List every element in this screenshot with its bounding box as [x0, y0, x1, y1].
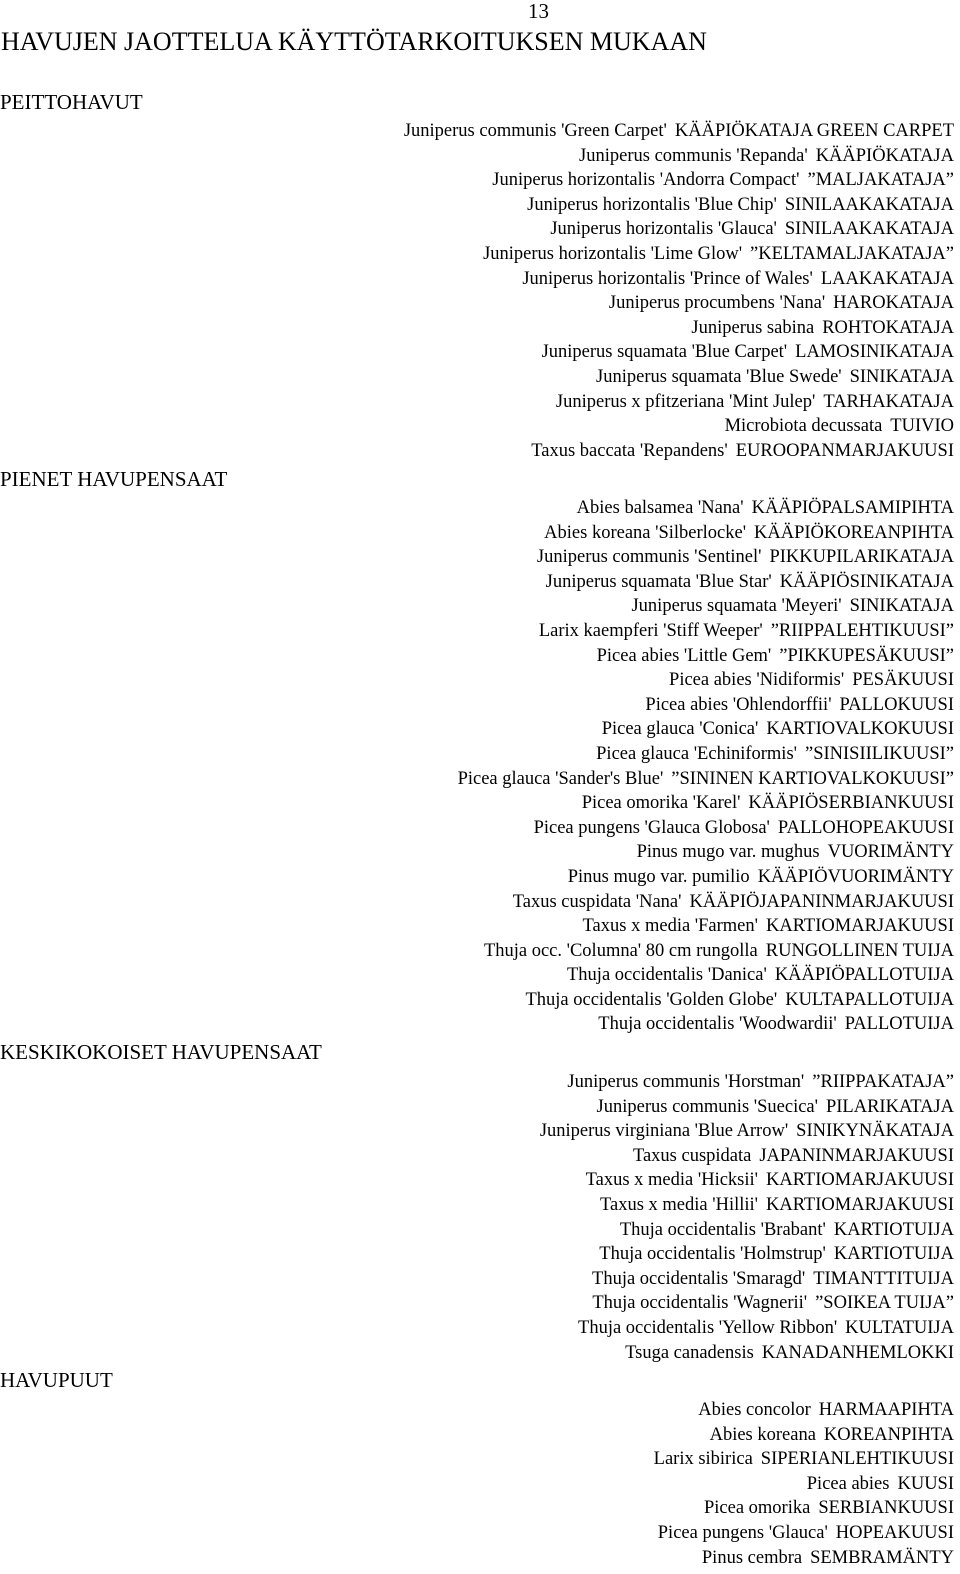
latin-name: Thuja occ. 'Columna' 80 cm rungolla	[483, 940, 758, 961]
latin-name: Juniperus communis 'Green Carpet'	[403, 121, 667, 141]
finnish-name: TARHAKATAJA	[823, 391, 954, 412]
plant-entry	[404, 316, 954, 341]
latin-name: Microbiota decussata	[724, 416, 883, 437]
plant-entry	[404, 414, 954, 439]
latin-name: Taxus x media 'Hillii'	[600, 1194, 758, 1215]
plant-entry	[458, 1012, 954, 1037]
plant-entry	[540, 1291, 954, 1316]
latin-name: Abies koreana 'Silberlocke'	[544, 522, 747, 543]
entry-list-peittohavut	[404, 119, 954, 463]
plant-entry	[404, 365, 954, 390]
finnish-name: KÄÄPIÖJAPANINMARJAKUUSI	[689, 891, 954, 912]
finnish-name: SINILAAKAKATAJA	[784, 194, 954, 215]
latin-name: Juniperus virginiana 'Blue Arrow'	[539, 1121, 789, 1142]
plant-entry	[404, 340, 954, 365]
finnish-name: PILARIKATAJA	[825, 1096, 954, 1117]
latin-name: Picea glauca 'Sander's Blue'	[457, 768, 664, 789]
latin-name: Picea abies 'Nidiformis'	[669, 670, 845, 691]
plant-entry	[458, 791, 954, 816]
finnish-name: KÄÄPIÖKATAJA GREEN CARPET	[674, 121, 954, 141]
section-heading-keskikokoiset-havupensaat: KESKIKOKOISET HAVUPENSAAT	[0, 1040, 322, 1064]
finnish-name: KARTIOVALKOKUUSI	[766, 719, 954, 740]
plant-entry	[654, 1472, 954, 1497]
latin-name: Juniperus communis 'Sentinel'	[536, 547, 762, 568]
finnish-name: PALLOKUUSI	[839, 694, 954, 715]
plant-entry	[540, 1316, 954, 1341]
finnish-name: SIPERIANLEHTIKUUSI	[760, 1449, 954, 1470]
plant-entry	[458, 767, 954, 792]
latin-name: Juniperus horizontalis 'Glauca'	[550, 219, 777, 240]
page-number: 13	[528, 0, 549, 23]
latin-name: Picea pungens 'Glauca Globosa'	[533, 817, 770, 838]
finnish-name: EUROOPANMARJAKUUSI	[735, 440, 954, 461]
latin-name: Juniperus squamata 'Blue Star'	[545, 571, 772, 592]
plant-entry	[458, 717, 954, 742]
plant-entry	[540, 1095, 954, 1120]
latin-name: Picea glauca 'Echiniformis'	[596, 743, 797, 764]
plant-entry	[458, 496, 954, 521]
latin-name: Thuja occidentalis 'Golden Globe'	[525, 989, 778, 1010]
plant-entry	[458, 840, 954, 865]
finnish-name: PALLOHOPEAKUUSI	[777, 817, 954, 838]
latin-name: Pinus mugo var. pumilio	[567, 866, 750, 887]
finnish-name: TUIVIO	[890, 416, 954, 437]
plant-entry	[404, 267, 954, 292]
plant-entry	[458, 693, 954, 718]
plant-entry	[404, 390, 954, 415]
plant-entry	[404, 217, 954, 242]
latin-name: Pinus cembra	[701, 1547, 803, 1568]
plant-entry	[654, 1521, 954, 1546]
section-heading-pienet-havupensaat: PIENET HAVUPENSAAT	[0, 467, 228, 491]
latin-name: Taxus baccata 'Repandens'	[531, 440, 728, 461]
plant-entry	[404, 168, 954, 193]
latin-name: Picea abies 'Little Gem'	[596, 645, 772, 666]
entry-list-havupuut	[654, 1398, 954, 1570]
latin-name: Juniperus procumbens 'Nana'	[608, 293, 826, 314]
page-title: HAVUJEN JAOTTELUA KÄYTTÖTARKOITUKSEN MUKAAN	[1, 27, 707, 56]
plant-entry	[458, 890, 954, 915]
plant-entry	[404, 193, 954, 218]
latin-name: Picea omorika 'Karel'	[581, 793, 741, 814]
finnish-name: ”KELTAMALJAKATAJA”	[750, 243, 954, 264]
finnish-name: ”RIIPPAKATAJA”	[812, 1072, 954, 1092]
plant-entry	[540, 1341, 954, 1366]
finnish-name: PALLOTUIJA	[844, 1014, 954, 1035]
plant-entry	[458, 816, 954, 841]
latin-name: Juniperus communis 'Horstman'	[567, 1072, 805, 1092]
latin-name: Juniperus x pfitzeriana 'Mint Julep'	[555, 391, 816, 412]
plant-entry	[458, 963, 954, 988]
finnish-name: JAPANINMARJAKUUSI	[759, 1145, 954, 1166]
latin-name: Picea glauca 'Conica'	[601, 719, 759, 740]
finnish-name: ”RIIPPALEHTIKUUSI”	[770, 620, 954, 641]
latin-name: Juniperus sabina	[691, 317, 815, 338]
plant-entry	[654, 1423, 954, 1448]
plant-entry	[458, 742, 954, 767]
latin-name: Thuja occidentalis 'Danica'	[567, 965, 767, 986]
finnish-name: HARMAAPIHTA	[818, 1400, 954, 1420]
latin-name: Larix sibirica	[653, 1449, 753, 1470]
finnish-name: RUNGOLLINEN TUIJA	[765, 940, 954, 961]
plant-entry	[458, 988, 954, 1013]
latin-name: Juniperus horizontalis 'Blue Chip'	[527, 194, 777, 215]
latin-name: Tsuga canadensis	[625, 1342, 754, 1363]
latin-name: Larix kaempferi 'Stiff Weeper'	[538, 620, 763, 641]
finnish-name: SEMBRAMÄNTY	[810, 1547, 954, 1568]
finnish-name: KÄÄPIÖPALSAMIPIHTA	[751, 498, 954, 518]
plant-entry	[458, 594, 954, 619]
plant-entry	[458, 668, 954, 693]
latin-name: Taxus x media 'Hicksii'	[585, 1170, 758, 1191]
plant-entry	[404, 242, 954, 267]
plant-entry	[540, 1168, 954, 1193]
latin-name: Picea abies	[806, 1473, 890, 1494]
plant-entry	[540, 1218, 954, 1243]
latin-name: Thuja occidentalis 'Holmstrup'	[599, 1244, 826, 1265]
latin-name: Abies concolor	[698, 1400, 811, 1420]
finnish-name: KÄÄPIÖSINIKATAJA	[779, 571, 954, 592]
plant-entry	[654, 1496, 954, 1521]
finnish-name: KARTIOMARJAKUUSI	[765, 1194, 954, 1215]
entry-list-keskikokoiset-havupensaat	[540, 1070, 954, 1365]
latin-name: Juniperus squamata 'Blue Carpet'	[541, 342, 788, 363]
plant-entry	[458, 521, 954, 546]
plant-entry	[654, 1398, 954, 1423]
finnish-name: SINIKATAJA	[849, 596, 954, 617]
latin-name: Juniperus communis 'Repanda'	[579, 145, 808, 166]
finnish-name: KÄÄPIÖSERBIANKUUSI	[748, 793, 954, 814]
plant-entry	[458, 570, 954, 595]
entry-list-pienet-havupensaat	[458, 496, 954, 1037]
plant-entry	[404, 119, 954, 144]
finnish-name: SERBIANKUUSI	[818, 1498, 954, 1519]
latin-name: Taxus cuspidata 'Nana'	[512, 891, 682, 912]
plant-entry	[458, 644, 954, 669]
finnish-name: HOPEAKUUSI	[835, 1522, 954, 1543]
plant-entry	[540, 1144, 954, 1169]
finnish-name: KUUSI	[897, 1473, 954, 1494]
latin-name: Thuja occidentalis 'Brabant'	[619, 1219, 826, 1240]
latin-name: Juniperus horizontalis 'Prince of Wales'	[522, 268, 813, 289]
finnish-name: TIMANTTITUIJA	[813, 1268, 954, 1289]
plant-entry	[540, 1070, 954, 1095]
plant-entry	[540, 1193, 954, 1218]
finnish-name: SINILAAKAKATAJA	[784, 219, 954, 240]
finnish-name: SINIKATAJA	[849, 366, 954, 387]
plant-entry	[404, 144, 954, 169]
plant-entry	[540, 1119, 954, 1144]
finnish-name: LAMOSINIKATAJA	[795, 342, 954, 363]
finnish-name: ”SININEN KARTIOVALKOKUUSI”	[671, 768, 954, 789]
latin-name: Thuja occidentalis 'Smaragd'	[592, 1268, 806, 1289]
finnish-name: ”PIKKUPESÄKUUSI”	[779, 645, 954, 666]
finnish-name: KARTIOMARJAKUUSI	[765, 1170, 954, 1191]
finnish-name: KARTIOTUIJA	[833, 1244, 954, 1265]
finnish-name: KARTIOTUIJA	[833, 1219, 954, 1240]
finnish-name: KOREANPIHTA	[823, 1424, 954, 1445]
finnish-name: KULTATUIJA	[845, 1317, 954, 1338]
finnish-name: VUORIMÄNTY	[827, 842, 954, 863]
plant-entry	[458, 939, 954, 964]
finnish-name: ”SOIKEA TUIJA”	[815, 1293, 954, 1314]
latin-name: Picea abies 'Ohlendorffii'	[645, 694, 832, 715]
plant-entry	[404, 291, 954, 316]
finnish-name: KÄÄPIÖKOREANPIHTA	[754, 522, 954, 543]
plant-entry	[654, 1546, 954, 1571]
finnish-name: ROHTOKATAJA	[822, 317, 954, 338]
latin-name: Picea pungens 'Glauca'	[657, 1522, 828, 1543]
latin-name: Juniperus squamata 'Blue Swede'	[596, 366, 842, 387]
plant-entry	[404, 439, 954, 464]
latin-name: Juniperus horizontalis 'Lime Glow'	[483, 243, 743, 264]
finnish-name: ”MALJAKATAJA”	[807, 170, 954, 191]
finnish-name: LAAKAKATAJA	[820, 268, 954, 289]
latin-name: Thuja occidentalis 'Woodwardii'	[598, 1014, 837, 1035]
latin-name: Juniperus squamata 'Meyeri'	[631, 596, 842, 617]
finnish-name: KANADANHEMLOKKI	[761, 1342, 954, 1363]
finnish-name: KARTIOMARJAKUUSI	[765, 916, 954, 937]
latin-name: Juniperus horizontalis 'Andorra Compact'	[492, 170, 800, 191]
finnish-name: PESÄKUUSI	[852, 670, 954, 691]
finnish-name: SINIKYNÄKATAJA	[796, 1121, 954, 1142]
latin-name: Thuja occidentalis 'Yellow Ribbon'	[578, 1317, 838, 1338]
finnish-name: KULTAPALLOTUIJA	[785, 989, 954, 1010]
plant-entry	[540, 1267, 954, 1292]
finnish-name: KÄÄPIÖPALLOTUIJA	[774, 965, 954, 986]
plant-entry	[458, 619, 954, 644]
latin-name: Taxus cuspidata	[632, 1145, 752, 1166]
finnish-name: PIKKUPILARIKATAJA	[769, 547, 954, 568]
section-heading-havupuut: HAVUPUUT	[0, 1368, 113, 1392]
latin-name: Pinus mugo var. mughus	[636, 842, 820, 863]
finnish-name: ”SINISIILIKUUSI”	[805, 743, 954, 764]
plant-entry	[458, 914, 954, 939]
finnish-name: HAROKATAJA	[833, 293, 954, 314]
plant-entry	[458, 865, 954, 890]
plant-entry	[540, 1242, 954, 1267]
plant-entry	[458, 545, 954, 570]
latin-name: Abies balsamea 'Nana'	[576, 498, 744, 518]
latin-name: Abies koreana	[709, 1424, 816, 1445]
finnish-name: KÄÄPIÖKATAJA	[815, 145, 954, 166]
section-heading-peittohavut: PEITTOHAVUT	[0, 90, 143, 114]
latin-name: Thuja occidentalis 'Wagnerii'	[592, 1293, 808, 1314]
latin-name: Juniperus communis 'Suecica'	[596, 1096, 818, 1117]
finnish-name: KÄÄPIÖVUORIMÄNTY	[757, 866, 954, 887]
plant-entry	[654, 1447, 954, 1472]
latin-name: Picea omorika	[703, 1498, 811, 1519]
latin-name: Taxus x media 'Farmen'	[582, 916, 758, 937]
